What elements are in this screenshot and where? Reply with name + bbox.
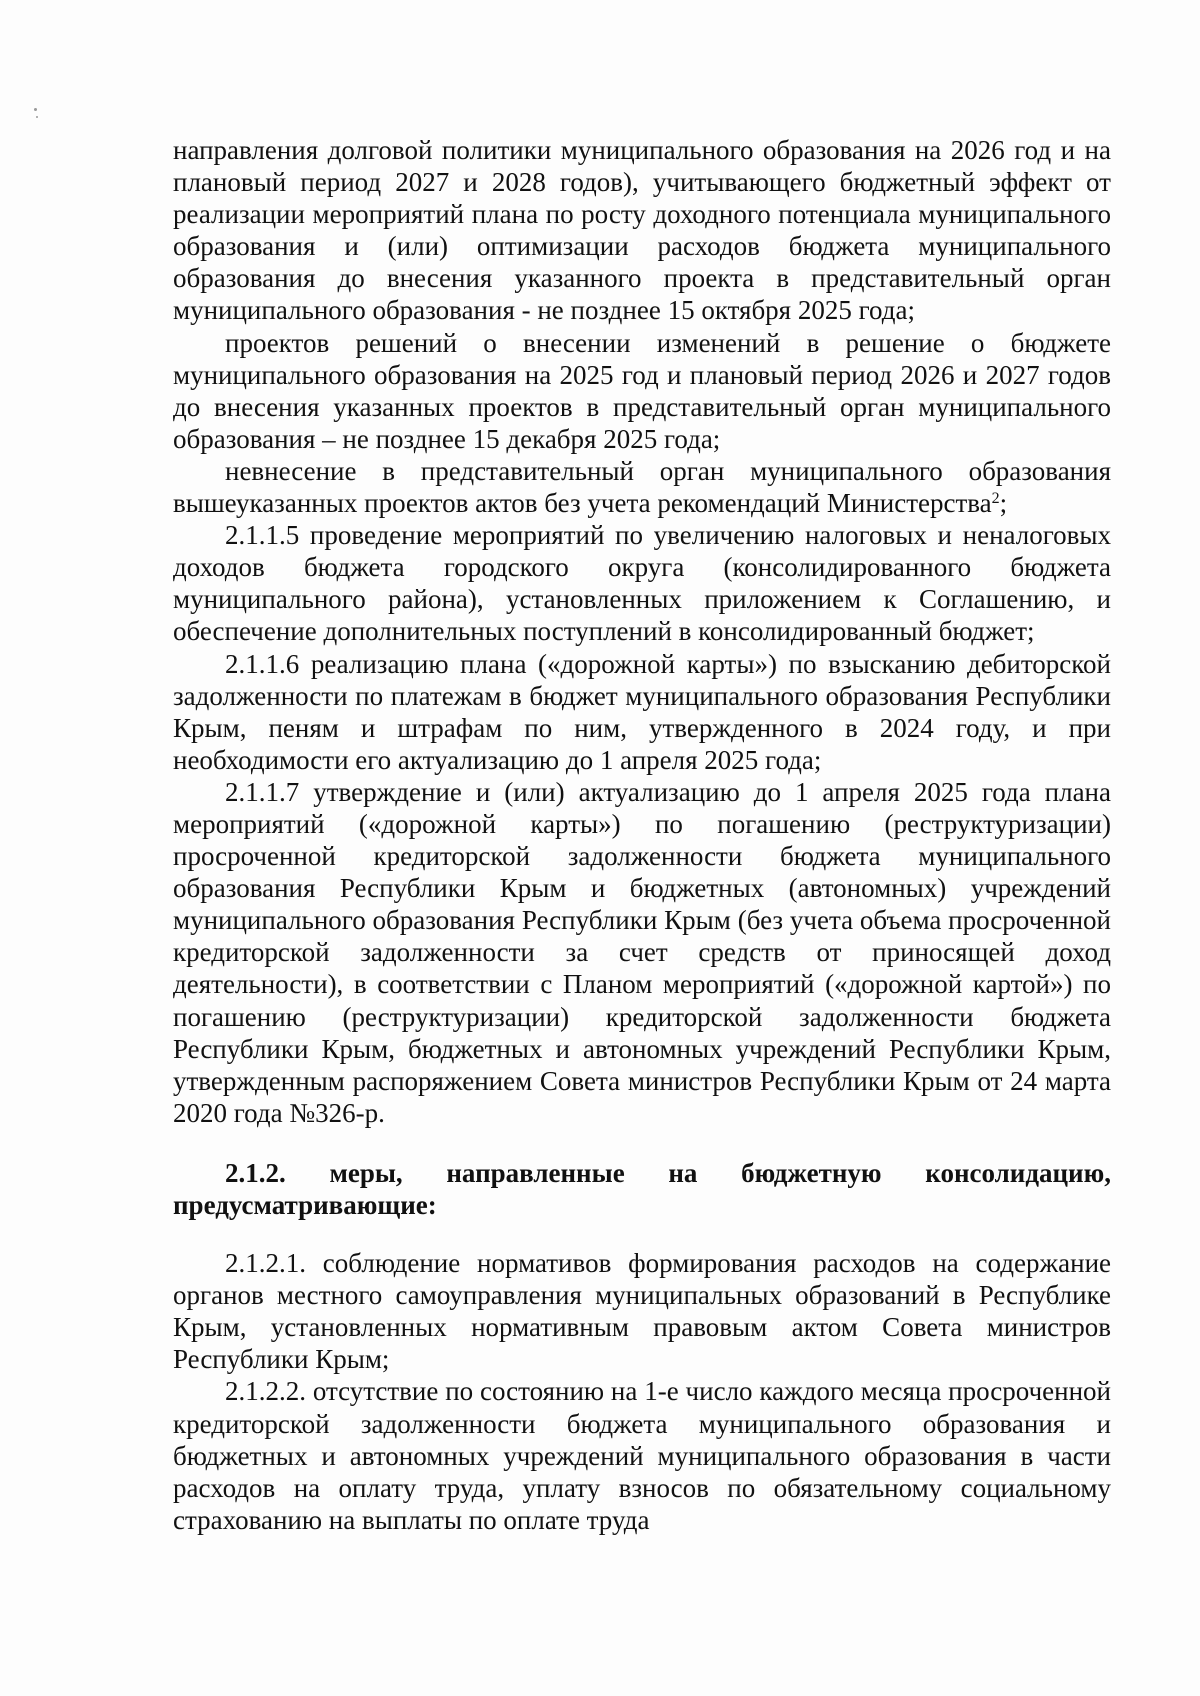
paragraph-2-1-2-1: 2.1.2.1. соблюдение нормативов формирования расходов на содержание органов местного самоуправления муниципальных образований в Республике Крым, установленных нормативным правовым актом Совета министров Республики Крым; (173, 1248, 1111, 1375)
scan-speck (36, 116, 38, 118)
paragraph-non-submission-text: невнесение в представительный орган муниципального образования вышеуказанных проектов актов без учета рекомендаций Министерства (173, 455, 1111, 519)
paragraph-amendments: проектов решений о внесении изменений в решение о бюджете муниципального образования на 2025 год и плановый период 2026 и 2027 годов до внесения указанных проектов в представительный орган муниципального образования – не позднее 15 декабря 2025 года; (173, 327, 1111, 454)
paragraph-non-submission-tail: ; (999, 488, 1008, 519)
paragraph-2-1-2-2: 2.1.2.2. отсутствие по состоянию на 1-е число каждого месяца просроченной кредиторской задолженности бюджета муниципального образования и бюджетных и автономных учреждений муниципального образования в части расходов на оплату труда, уплату взносов по обязательному социальному страхованию на выплаты по оплате труда (173, 1376, 1111, 1535)
paragraph-non-submission (173, 455, 1111, 519)
paragraph-continuation: направления долговой политики муниципального образования на 2026 год и на плановый период 2027 и 2028 годов), учитывающего бюджетный эффект от реализации мероприятий плана по росту доходного потенциала муниципального образования и (или) оптимизации расходов бюджета муниципального образования до внесения указанного проекта в представительный орган муниципального образования - не позднее 15 октября 2025 года; (173, 135, 1111, 326)
paragraph-2-1-1-6: 2.1.1.6 реализацию плана («дорожной карты») по взысканию дебиторской задолженности по платежам в бюджет муниципального образования Республики Крым, пеням и штрафам по ним, утвержденного в 2024 году, и при необходимости его актуализацию до 1 апреля 2025 года; (173, 648, 1111, 775)
paragraph-2-1-1-7: 2.1.1.7 утверждение и (или) актуализацию до 1 апреля 2025 года плана мероприятий («дорожной карты») по погашению (реструктуризации) просроченной кредиторской задолженности бюджета муниципального образования Республики Крым и бюджетных (автономных) учреждений муниципального образования Республики Крым (без учета объема просроченной кредиторской задолженности за счет средств от приносящей доход деятельности), в соответствии с Планом мероприятий («дорожной картой») по погашению (реструктуризации) кредиторской задолженности бюджета Республики Крым, бюджетных и автономных учреждений Республики Крым, утвержденным распоряжением Совета министров Республики Крым от 24 марта 2020 года №326-р. (173, 776, 1111, 1128)
scan-speck (34, 108, 37, 111)
section-heading-2-1-2: 2.1.2. меры, направленные на бюджетную консолидацию, предусматривающие: (173, 1157, 1111, 1220)
paragraph-2-1-1-5: 2.1.1.5 проведение мероприятий по увеличению налоговых и неналоговых доходов бюджета городского округа (консолидированного бюджета муниципального района), установленных приложением к Соглашению, и обеспечение дополнительных поступлений в консолидированный бюджет; (173, 520, 1111, 647)
footnote-marker: 2 (991, 490, 1000, 508)
document-body (173, 134, 1111, 1536)
